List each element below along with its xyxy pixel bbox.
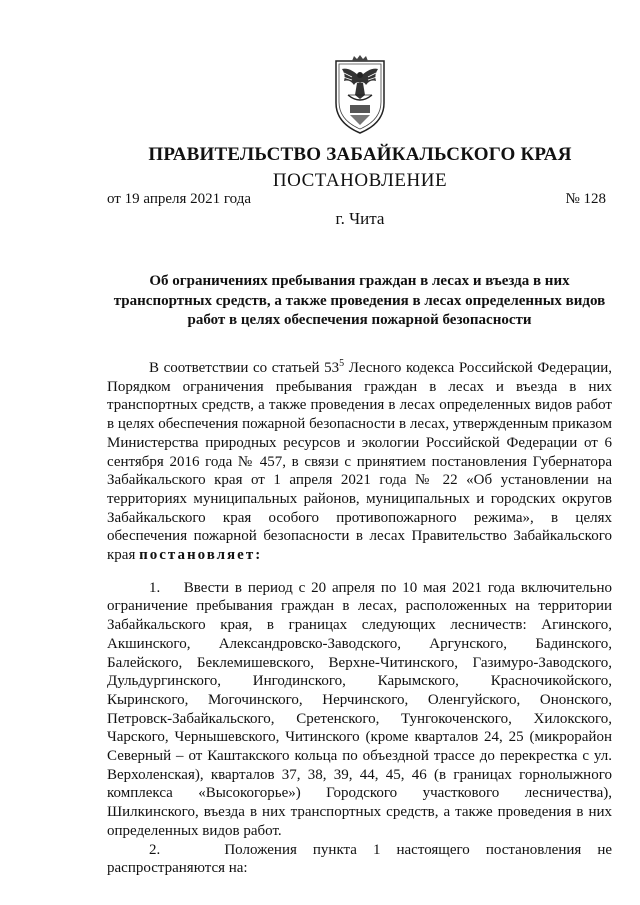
decree-word: постановляет: xyxy=(139,547,263,564)
intro-text-b: Лесного кодекса Российской Федерации, Порядком ограничения пребывания граждан в лесах и въезда в них транспортных средств, а также проведения в лесах определенных видов работ в целях обеспечения пожарной безопасности в лесах, утвержденным приказом Министерства природных ресурсов и экологии Российской Федерации от 6 сентября 2016 года № 457, в связи с принятием постановления Губернатора Забайкальского края от 1 апреля 2021 года № 22 «Об установлении на территориях муниципальных районов, муниципальных и городских округов Забайкальского края особого противопожарного режима», в целях обеспечения пожарной безопасности в лесах Правительство Забайкальского края xyxy=(107,360,613,564)
item-2-paragraph: 2. Положения пункта 1 настоящего постановления не распространяются на: xyxy=(107,841,612,877)
item-1-paragraph: 1. Ввести в период с 20 апреля по 10 мая 2021 года включительно ограничение пребывания граждан в лесах, расположенных на территории Забайкальского края, в границах следующих лесничеств: Агинского, Акшинского, Александровско-Заводского, Аргунского, Бадинского, Балейского, Беклемишевского, Верхне-Читинского, Газимуро-Заводского, Дульдургинского, Ингодинского, Карымского, Красночикойского, Кыринского, Могочинского, Нерчинского, Оленгуйского, Ононского, Петровск-Забайкальского, Сретенского, Тунгокоченского, Хилокского, Чарского, Чернышевского, Читинского (кроме кварталов 24, 25 (микрорайон Северный – от Каштакского кольца по объездной трассе до перекрестка с ул. Верхоленская), кварталов 37, 38, 39, 44, 45, 46 (в границах горнолыжного комплекса «Высокогорье») Городского участкового лесничества), Шилкинского, въезда в них транспортных средств, а также проведения в них определенных видов работ. xyxy=(107,579,612,839)
government-name: ПРАВИТЕЛЬСТВО ЗАБАЙКАЛЬСКОГО КРАЯ xyxy=(148,144,572,165)
document-body xyxy=(107,359,612,878)
intro-paragraph xyxy=(107,359,612,565)
document-date: от 19 апреля 2021 года xyxy=(107,191,252,207)
intro-text-a: В соответствии со статьей 53 xyxy=(149,360,340,376)
intro-superscript: 5 xyxy=(339,358,345,369)
document-city: г. Чита xyxy=(335,209,385,228)
document-number: № 128 xyxy=(565,191,606,207)
coat-of-arms-icon xyxy=(330,55,390,135)
document-title: Об ограничениях пребывания граждан в лесах и въезда в них транспортных средств, а также проведения в лесах определенных видов работ в целях обеспечения пожарной безопасности xyxy=(113,273,606,328)
document-type: ПОСТАНОВЛЕНИЕ xyxy=(272,170,448,191)
